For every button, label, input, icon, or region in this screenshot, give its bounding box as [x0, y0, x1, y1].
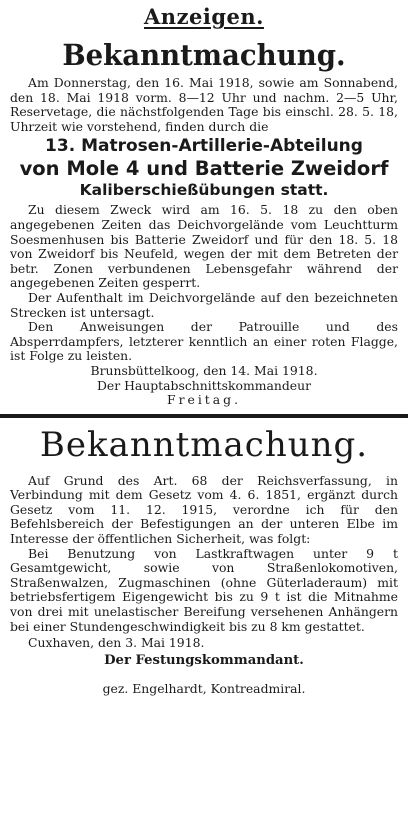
- notice-2-title: Bekanntmachung.: [39, 424, 369, 465]
- notice-2-paragraph-legal-basis: Auf Grund des Art. 68 der Reichsverfassung, in Verbindung mit dem Gesetz vom 4. 6. 1851, ergänzt durch Gesetz vom 11. 12. 1915, verordne ich für den Befehlsbereich der Befestigungen an der unteren Elbe im Interesse der öffentlichen Sicherheit, was folgt:: [10, 472, 398, 547]
- notice-1-unit-line: 13. Matrosen-Artillerie-Abteilung: [45, 136, 363, 157]
- notice-2-place-date: Cuxhaven, den 3. Mai 1918.: [28, 635, 205, 651]
- notice-1-signatory-title: Der Hauptabschnittskommandeur: [96, 377, 312, 393]
- notice-1-paragraph-closure: Zu diesem Zweck wird am 16. 5. 18 zu den oben angegebenen Zeiten das Deichvorgelände vom Leuchtturm Soesmenhusen bis Batterie Zweidorf und für den 18. 5. 18 von Zweidorf bis Neufeld, wegen der mit dem Betreten der betr. Zonen verbundenen Lebensgefahr während der angegebenen Zeiten gesperrt.: [10, 202, 398, 291]
- notice-1-paragraph-instructions: Den Anweisungen der Patrouille und des Absperrdampfers, letzterer kenntlich an einer roten Flagge, ist Folge zu leisten.: [10, 319, 398, 364]
- notice-1-intro: Am Donnerstag, den 16. Mai 1918, sowie am Sonnabend, den 18. Mai 1918 vorm. 8—12 Uhr und nachm. 2—5 Uhr, Reservetage, die nächstfolgenden Tage bis einschl. 28. 5. 18, Uhrzeit wie vorstehend, finden durch die: [10, 75, 398, 134]
- notice-1-place-date: Brunsbüttelkoog, den 14. Mai 1918.: [90, 362, 318, 378]
- section-header: Anzeigen.: [144, 4, 264, 29]
- notice-1-exercise-line: Kaliberschießübungen statt.: [79, 181, 329, 200]
- notice-2-signatory-title: Der Festungskommandant.: [104, 652, 304, 668]
- notice-1-paragraph-prohibition: Der Aufenthalt im Deichvorgelände auf den bezeichneten Strecken ist untersagt.: [10, 289, 398, 320]
- notice-1-signatory-name: Freitag.: [166, 392, 242, 408]
- notice-1-title: Bekanntmachung.: [62, 38, 346, 72]
- notice-divider: [0, 414, 408, 418]
- notice-2-signatory-name: gez. Engelhardt, Kontreadmiral.: [102, 681, 306, 696]
- notice-1-location-line: von Mole 4 und Batterie Zweidorf: [19, 157, 389, 181]
- notice-2-paragraph-regulation: Bei Benutzung von Lastkraftwagen unter 9 t Gesamtgewicht, sowie von Straßenlokomotiven, Straßenwalzen, Zugmaschinen (ohne Güterladeraum) mit betriebsfertigem Eigengewicht bis zu 9 t ist die Mitnahme von drei mit unelastischer Bereifung versehenen Anhängern bei einer Stundengeschwindigkeit bis zu 8 km gestattet.: [10, 545, 398, 634]
